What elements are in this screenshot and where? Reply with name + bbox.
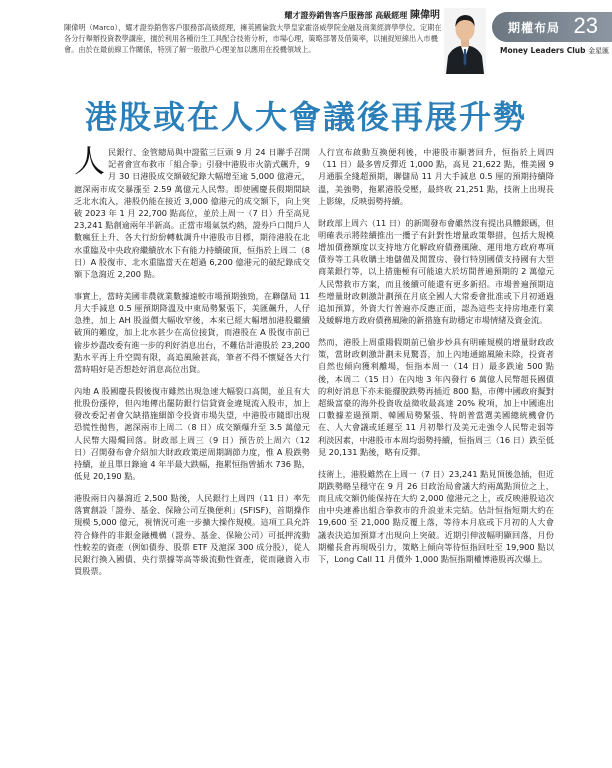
club-name-zh: 金星匯 <box>588 47 610 55</box>
paragraph: 事實上，當時美國非農就業數據遠較市場預期強勁，在聯儲局 11 月大手減息 0.5 厘預期降溫及中東局勢緊張下，美匯飆升，人仔急挫，加上 AH 股溢價大幅收窄後，本來已經大幅增加港股繼續破頂的難度，加上北水甚少在高位接貨，而港股在 A 股復市前已偷步炒盡改委有進一步的利好消息出台，不難估計港股於 23,200 點水平再上升空間有限，高追風險甚高，筆者不得不懷疑各大行當時唱好是否想趁好消息高位出貨。 <box>74 290 310 375</box>
paragraph: 內地 A 股國慶長假後復市雖然出現急速大幅裂口高開，並且有大批股份漲停，但內地傳出罷防銀行信貸資金違規流入股市，加上發改委記者會欠缺措施細節令投資市場失望，中港股市隨即出現恐慌性拋售，滬深兩市上周二（8 日）成交額爆升至 3.5 萬億元人民幣大陽燭回落。財政部上周三（9 日）預告於上周六（12 日）召開發布會介紹加大財政政策逆周期調節力度，惟 A 股跌勢持續，並且單日錄逾 4 年半最大跌幅，拖累恒指曾插水 736 點，低見 20,190 點。 <box>74 385 310 482</box>
paragraph: 技術上，港股雖然在上周一（7 日）23,241 點見頂後急插，但近期跌勢略呈穩守在 9 月 26 日政治局會議大約兩萬點頂位之上，而且成交額仍能保持在大約 2,000 億港元之上，或反映港股這次由中央連番出組合拳救市的升浪並未完結。估計恒指短期大約在 19,600 至 21,000 點反覆上落，等待本月底或下月初的人大會議表決追加預算才出現向上突破。近期引伸波幅明顯回落，月份期權長倉再現吸引力，策略上傾向等待恒指回吐至 19,900 點以下，Long Call 11 月價外 1,000 點恒指期權博港股再次爆上。 <box>318 468 554 565</box>
paragraph: 財政部上周六（11 日）的新聞發布會雖然沒有提出具體銀碼，但明確表示將陸續推出一攬子有針對性增量政策舉措，包括大規模增加債務額度以支持地方化解政府債務風險、運用地方政府專項債券等工具收購土地儲備及閒置房、發行特別國債支持國有大型商業銀行等，以上措施極有可能遠大於坊間普遍預期的 2 萬億元人民幣救市方案，而且後續可能還有更多新招。市場普遍預期這些增量財政刺激計劃預在月底全國人大常委會批准或下月初通過追加預算，外資大行普遍亦反應正面，認為這些支持房地產行業及緩解地方政府債務風險的新措施有助穩定市場情緒及資金流。 <box>318 217 554 326</box>
page-number: 23 <box>573 13 598 38</box>
club-label <box>500 46 609 56</box>
column-name: 期權布局 <box>508 21 561 35</box>
author-title <box>218 6 440 21</box>
paragraph: 人民銀行、金管總局與中證監三巨頭 9 月 24 日聯手召開記者會宣布救市「組合拳」引發中港股市火箭式飆升，9 月 30 日港股成交額破紀錄大幅增至逾 5,000 億港元，滬深兩市成交暴漲至 2.59 萬億元人民幣。即使國慶長假期間缺乏北水流入，港股仍能在接近 3,000 億港元的成交額下，向上突破 2023 年 1 月 22,700 點高位，並於上周一（7 日）升至高見 23,241 點創逾兩年半新高。正當市場氣氛灼熱，證券戶口開戶人數瘋狂上升、各大行紛紛轉軚調升中港股市目標，期待港股在北水重臨及中央政府繼續放水下有能力持續破頂，恒指於上周二（8 日）A 股復市、北水重臨當天在超過 6,200 億港元的破紀錄成交額下急瀉近 2,200 點。 <box>74 144 310 280</box>
author-name: 陳偉明 <box>410 10 440 21</box>
article-column-left <box>74 146 310 587</box>
column-banner <box>492 12 612 42</box>
paragraph: 人行宣布啟動互換便利後，中港股市顯著回升，恒指於上周四（11 日）最多曾反彈近 1,000 點，高見 21,622 點，惟美國 9 月通脹全綫超預期，聯儲局 11 月大手減息 0.5 厘的預期持續降溫，美強勢，拖累港股受壓，最終收 21,251 點，技術上出現長上影線，反映弱勢持續。 <box>318 147 554 206</box>
author-photo <box>444 8 486 74</box>
club-name-en: Money Leaders Club <box>500 46 586 55</box>
article-column-right <box>318 146 554 575</box>
article-headline: 港股或在人大會議後再展升勢 <box>84 98 527 136</box>
paragraph: 然而，港股上周重陽假期前已偷步炒具有明確規模的增量財政政策，當財政刺激計劃未見驚喜，加上內地通縮風險未除，投資者自然也傾向獲利離場，恒指本周一（14 日）最多跌逾 500 點後，本周二（15 日）在內地 3 年內發行 6 萬億人民幣超長國債的利好消息下亦未能擺脫跌勢再插近 800 點，市傳中國政府擬對超級富豪的海外投資收益徵收最高達 20% 稅項，加上中國進出口數據差過預期、韓國局勢緊張、特朗普當選美國總統機會仍在、人大會議或延遲至 11 月初舉行及美元走強令人民幣走弱等利淡因素，中港股市本周均弱勢持續，恒指周三（16 日）跌至低見 20,131 點後，略有反彈。 <box>318 337 554 457</box>
dropcap: 人 <box>74 144 105 180</box>
author-title-prefix: 耀才證券銷售客戶服務部 高級經理 <box>284 11 408 20</box>
paragraph: 港股兩日內暴瀉近 2,500 點後，人民銀行上周四（11 日）率先落實創設「證券、基金、保險公司互換便利」(SFISF)，首期操作規模 5,000 億元，視情況可進一步擴大操作規模。這項工具允許符合條件的非銀金融機構（證券、基金、保險公司）可抵押流動性較差的資產（例如債券、股票 ETF 及滬深 300 成分股），從人民銀行換入國債、央行票據等高等級流動性資產，從而融資入市買股票。 <box>74 493 310 577</box>
author-bio: 陳偉明（Marco），耀才證券銷售客戶服務部高級經理，擁英國倫敦大學皇家霍洛威學院金融及商業經濟學學位。定期在各分行舉辦投資教學講座，擅於利用各種衍生工具配合技術分析，市場心理，策略部署及借策率，以捕捉短線出入市機會。由於在最前線工作關係，特別了解一般散戶心理並加以應用在投機領域上。 <box>64 23 442 54</box>
